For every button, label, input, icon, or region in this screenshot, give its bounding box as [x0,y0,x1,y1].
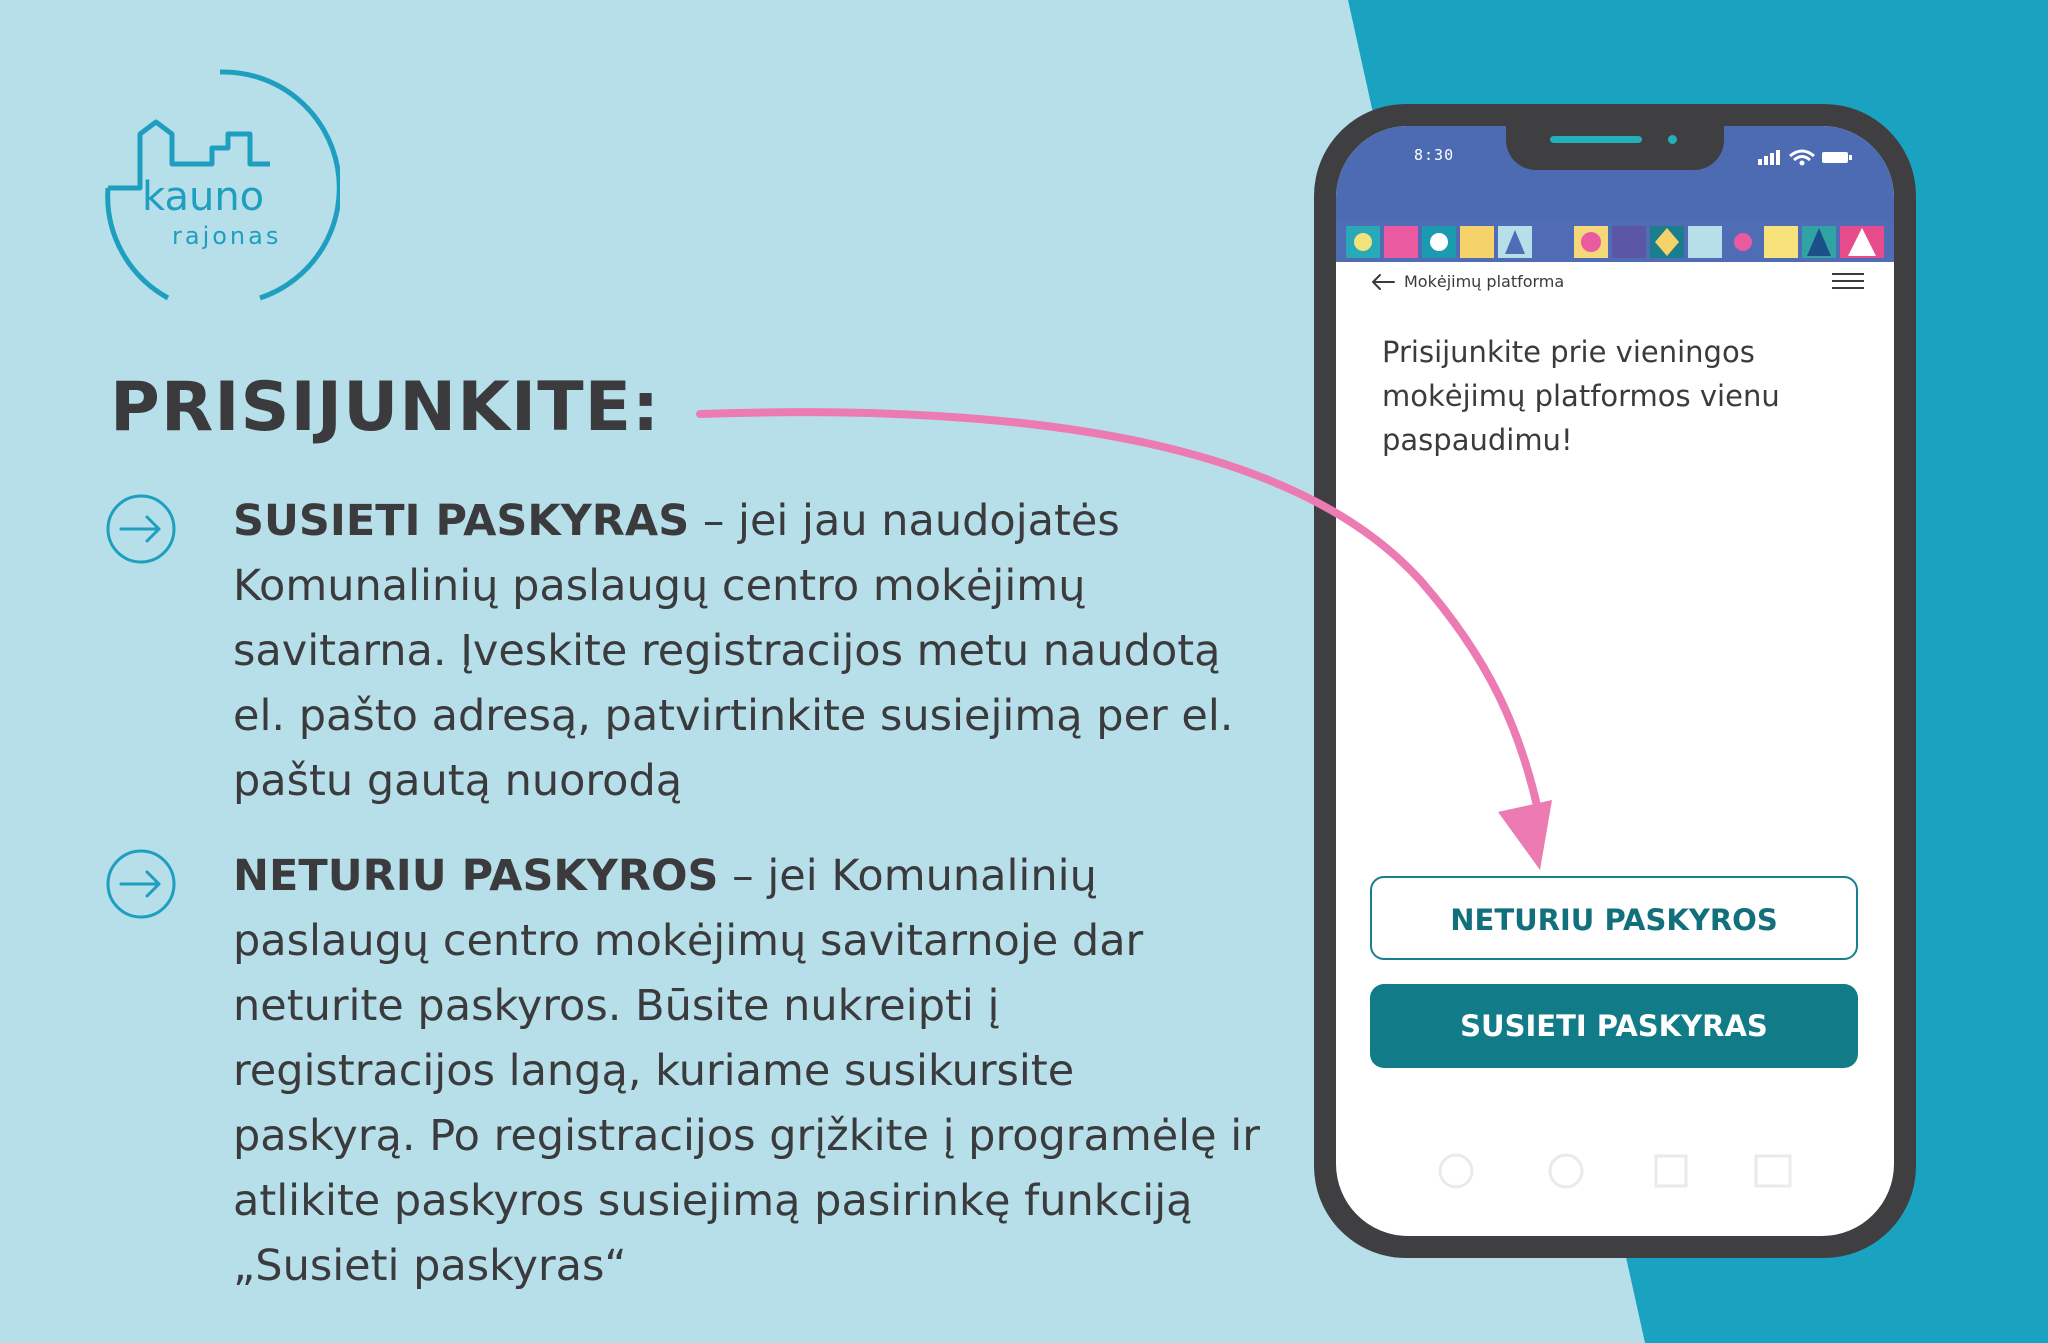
logo-icon [100,68,340,308]
option-link-accounts [105,489,1265,814]
intro-text: Prisijunkite prie vieningos mokėjimų platformos vienu paspaudimu! [1382,335,1780,457]
phone-notch [1506,126,1724,170]
back-arrow-icon[interactable] [1370,273,1396,291]
logo-text-rajonas: rajonas [172,222,282,250]
option-description [233,844,1265,1299]
no-account-button[interactable]: NETURIU PASKYROS [1370,876,1858,960]
nav-title: Mokėjimų platforma [1404,272,1565,291]
option-text: – jei jau naudojatės Komunalinių paslaugų centro mokėjimų savitarna. Įveskite registracijos metu naudotą el. pašto adresą, patvirtinkite susiejimą per el. paštu gautą nuorodą [233,496,1234,806]
status-icons [1758,148,1854,166]
signal-icon [1758,150,1780,165]
phone-mockup [1314,104,1916,1258]
option-no-account [105,844,1265,1299]
battery-icon [1822,152,1852,163]
status-time: 8:30 [1414,146,1455,164]
option-text: – jei Komunalinių paslaugų centro mokėjimų savitarnoje dar neturite paskyros. Būsite nukreipti į registracijos langą, kuriame susikursite paskyrą. Po registracijos grįžkite į programėlę ir atlikite paskyros susiejimą pasirinkę funkciją „Susieti paskyras“ [233,851,1260,1291]
bottom-nav-faded [1416,1146,1816,1196]
menu-icon[interactable] [1832,272,1864,290]
logo-text-kauno: kauno [142,174,265,220]
phone-screen [1336,126,1894,1236]
option-title: SUSIETI PASKYRAS [233,496,690,546]
arrow-right-circle-icon [105,848,177,920]
decorative-pattern-banner [1336,222,1894,262]
option-description [233,489,1265,814]
page-heading: PRISIJUNKITE: [110,368,661,447]
option-title: NETURIU PASKYROS [233,851,719,901]
wifi-icon [1790,151,1814,166]
arrow-right-circle-icon [105,493,177,565]
link-accounts-button[interactable]: SUSIETI PASKYRAS [1370,984,1858,1068]
